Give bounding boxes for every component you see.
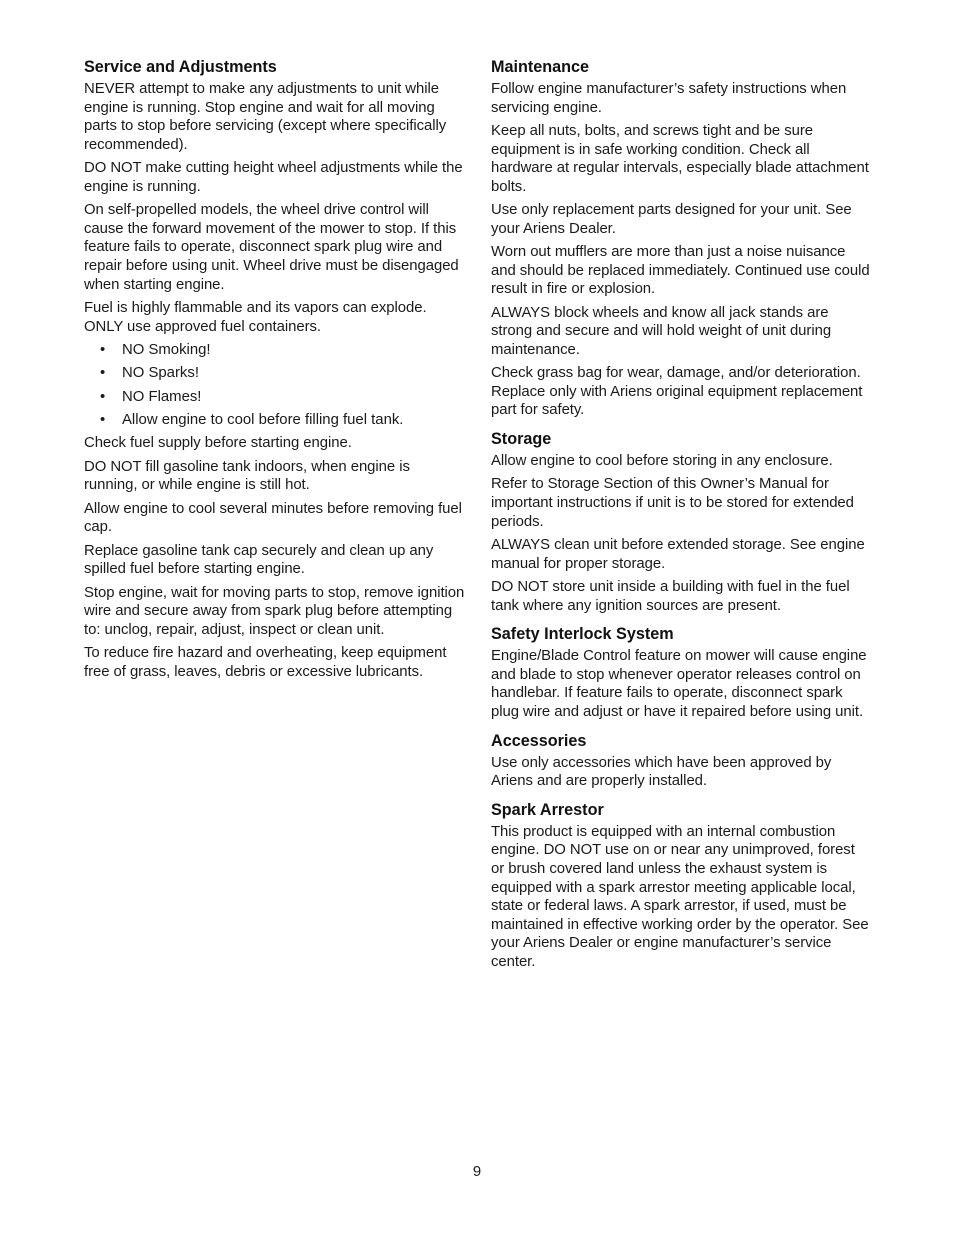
paragraph: Follow engine manufacturer’s safety instructions when servicing engine. xyxy=(491,81,847,116)
accessories-section xyxy=(491,731,871,791)
bullet-item: • NO Smoking! xyxy=(84,341,466,360)
paragraph: DO NOT make cutting height wheel adjustments while the engine is running. xyxy=(84,160,463,195)
paragraph: Check fuel supply before starting engine. xyxy=(84,435,352,452)
paragraph: Use only accessories which have been approved by Ariens and are properly installed. xyxy=(491,754,832,790)
section-heading-service-adjustments: Service and Adjustments xyxy=(84,58,277,76)
paragraph: Engine/Blade Control feature on mower will cause engine and blade to stop whenever operator releases control on handlebar. If feature fails to operate, disconnect spark plug wire and adjust or have it repaired before using unit. xyxy=(491,648,867,720)
paragraph: NEVER attempt to make any adjustments to unit while engine is running. Stop engine and wait for all moving parts to stop before servicing (except where specifically recommended). xyxy=(84,81,447,153)
fuel-safety-bullet-list xyxy=(84,341,466,430)
right-column xyxy=(491,57,871,976)
paragraph: Check grass bag for wear, damage, and/or deterioration. Replace only with Ariens original equipment replacement part for safety. xyxy=(491,365,863,419)
paragraph: To reduce fire hazard and overheating, keep equipment free of grass, leaves, debris or excessive lubricants. xyxy=(84,645,447,680)
paragraph: DO NOT fill gasoline tank indoors, when engine is running, or while engine is still hot. xyxy=(84,458,410,494)
section-heading-maintenance: Maintenance xyxy=(491,58,590,76)
maintenance-section xyxy=(491,57,871,420)
paragraph: ALWAYS block wheels and know all jack stands are strong and secure and will hold weight of unit during maintenance. xyxy=(491,304,832,358)
paragraph: This product is equipped with an internal combustion engine. DO NOT use on or near any unimproved, forest or brush covered land unless the exhaust system is equipped with a spark arrestor meeting applicable local, state or federal laws. A spark arrestor, if used, must be maintained in effective working order by the operator. See your Ariens Dealer or engine manufacturer’s service center. xyxy=(491,823,869,970)
paragraph: Stop engine, wait for moving parts to stop, remove ignition wire and secure away from spark plug before attempting to: unclog, repair, adjust, inspect or clean unit. xyxy=(84,584,465,638)
storage-section xyxy=(491,429,871,615)
service-adjustments-section xyxy=(84,57,466,682)
paragraph: Allow engine to cool before storing in any enclosure. xyxy=(491,453,833,470)
section-heading-accessories: Accessories xyxy=(491,731,587,750)
section-heading-storage: Storage xyxy=(491,430,552,449)
paragraph: Replace gasoline tank cap securely and clean up any spilled fuel before starting engine. xyxy=(84,542,434,578)
paragraph: Worn out mufflers are more than just a noise nuisance and should be replaced immediately. Continued use could result in fire or explosion. xyxy=(491,244,870,298)
paragraph: DO NOT store unit inside a building with fuel in the fuel tank where any ignition sources are present. xyxy=(491,579,850,614)
spark-arrestor-section xyxy=(491,800,871,972)
paragraph: ALWAYS clean unit before extended storage. See engine manual for proper storage. xyxy=(491,537,865,572)
safety-interlock-section xyxy=(491,624,871,721)
bullet-item: • NO Flames! xyxy=(84,388,466,407)
bullet-item: • NO Sparks! xyxy=(84,364,466,383)
paragraph: Allow engine to cool several minutes before removing fuel cap. xyxy=(84,500,462,536)
left-column xyxy=(84,57,466,686)
paragraph: Use only replacement parts designed for your unit. See your Ariens Dealer. xyxy=(491,202,852,237)
paragraph: Keep all nuts, bolts, and screws tight and be sure equipment is in safe working condition. Check all hardware at regular intervals, especially blade attachment bolts. xyxy=(491,122,869,195)
page-number: 9 xyxy=(472,1164,482,1180)
bullet-item: • Allow engine to cool before filling fuel tank. xyxy=(84,411,466,430)
section-heading-spark-arrestor: Spark Arrestor xyxy=(491,800,604,819)
paragraph: Fuel is highly flammable and its vapors can explode. ONLY use approved fuel containers. xyxy=(84,299,427,335)
section-heading-safety-interlock: Safety Interlock System xyxy=(491,625,674,644)
paragraph: On self-propelled models, the wheel drive control will cause the forward movement of the mower to stop. If this feature fails to operate, disconnect spark plug wire and repair before using unit. Wheel drive must be disengaged when starting engine. xyxy=(84,202,459,293)
paragraph: Refer to Storage Section of this Owner’s Manual for important instructions if unit is to be stored for extended periods. xyxy=(491,476,854,530)
